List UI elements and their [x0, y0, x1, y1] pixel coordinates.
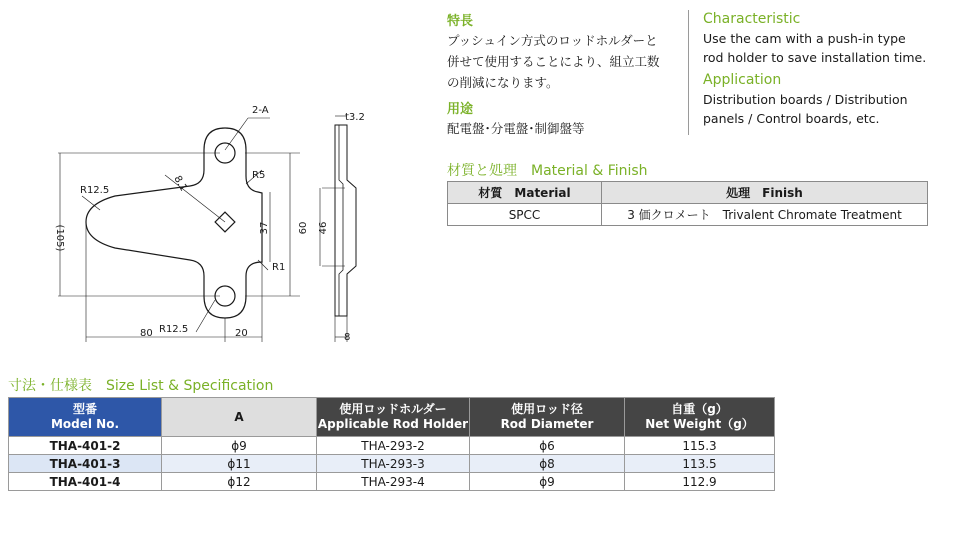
characteristic-line-3: の削減になります。 [447, 75, 559, 90]
characteristic-line-1: プッシュイン方式のロッドホルダーと [447, 33, 658, 48]
application-heading-ja: 用途 [447, 102, 474, 117]
dim-37: 37 [259, 221, 270, 235]
model-header [9, 398, 162, 437]
spec-header-row [9, 398, 775, 437]
finish-col-header: 処理 Finish [602, 182, 928, 204]
dim-8-1: 8.1 [171, 174, 189, 194]
dim-80: 80 [140, 328, 153, 339]
column-divider [688, 10, 689, 135]
dim-105: (105) [54, 224, 65, 252]
dim-2a: 2-A [252, 105, 269, 116]
holder-header-en: Applicable Rod Holder [317, 417, 469, 431]
table-row [9, 455, 775, 473]
dim-r12-5-top: R12.5 [80, 185, 110, 196]
material-table [447, 181, 928, 226]
table-row [9, 437, 775, 455]
side-view [335, 125, 356, 316]
material-col-header: 材質 Material [448, 182, 602, 204]
rod-header-en: Rod Diameter [500, 417, 594, 431]
dim-r12-5-bottom: R12.5 [159, 324, 189, 335]
a-header: A [162, 398, 317, 437]
rod-cell: ϕ9 [470, 473, 625, 491]
table-row [9, 473, 775, 491]
model-header-ja: 型番 [72, 402, 97, 416]
spec-heading: 寸法・仕様表 Size List & Specification [8, 378, 274, 394]
characteristic-text-en [703, 29, 926, 67]
dim-60: 60 [298, 221, 309, 235]
plate-outline [86, 128, 262, 318]
characteristic-en-line-1: Use the cam with a push-in type [703, 31, 906, 46]
finish-value: 3 価クロメート Trivalent Chromate Treatment [602, 204, 928, 226]
characteristic-heading-en: Characteristic [703, 11, 801, 27]
application-text-en [703, 90, 908, 128]
holder-header-ja: 使用ロッドホルダー [339, 402, 447, 416]
characteristic-text-ja [447, 30, 682, 93]
weight-header-en: Net Weight（g） [645, 417, 754, 431]
a-cell: ϕ12 [162, 473, 317, 491]
rod-header [470, 398, 625, 437]
model-cell: THA-401-3 [9, 455, 162, 473]
model-cell: THA-401-4 [9, 473, 162, 491]
characteristic-en-line-2: rod holder to save installation time. [703, 50, 927, 65]
dim-46: 46 [318, 221, 329, 235]
a-cell: ϕ9 [162, 437, 317, 455]
rod-cell: ϕ6 [470, 437, 625, 455]
weight-cell: 113.5 [625, 455, 775, 473]
characteristic-line-2: 併せて使用することにより、組立工数 [447, 54, 660, 69]
characteristic-heading-ja: 特長 [447, 14, 474, 29]
weight-header [625, 398, 775, 437]
material-value: SPCC [448, 204, 602, 226]
rod-header-ja: 使用ロッド径 [511, 402, 583, 416]
material-row [448, 204, 928, 226]
dim-20: 20 [235, 328, 248, 339]
application-heading-en: Application [703, 72, 782, 88]
application-text-ja: 配電盤･分電盤･制御盤等 [447, 121, 585, 136]
holder-cell: THA-293-2 [317, 437, 470, 455]
dim-r1: R1 [272, 262, 286, 273]
model-header-en: Model No. [50, 417, 120, 431]
holder-cell: THA-293-3 [317, 455, 470, 473]
rod-cell: ϕ8 [470, 455, 625, 473]
material-header-row [448, 182, 928, 204]
dim-8: 8 [344, 332, 351, 343]
dim-r5: R5 [252, 170, 266, 181]
model-cell: THA-401-2 [9, 437, 162, 455]
weight-cell: 115.3 [625, 437, 775, 455]
technical-drawing [40, 100, 380, 350]
weight-cell: 112.9 [625, 473, 775, 491]
spec-table [8, 397, 775, 491]
holder-cell: THA-293-4 [317, 473, 470, 491]
application-en-line-2: panels / Control boards, etc. [703, 111, 880, 126]
weight-header-ja: 自重（g） [671, 402, 728, 416]
material-heading: 材質と処理 Material & Finish [447, 163, 648, 179]
a-cell: ϕ11 [162, 455, 317, 473]
dim-t32: t3.2 [345, 112, 365, 123]
holder-header [317, 398, 470, 437]
application-en-line-1: Distribution boards / Distribution [703, 92, 908, 107]
